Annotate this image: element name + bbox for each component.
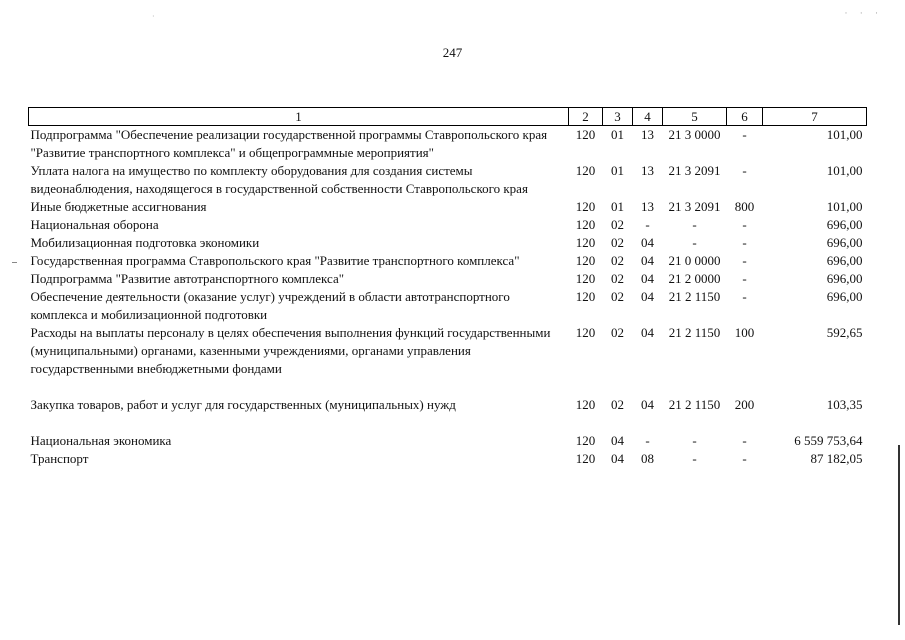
row-code-4: 04	[641, 253, 654, 268]
row-code-2: 120	[575, 217, 596, 232]
row-code-2: 120	[575, 199, 596, 214]
row-name: Закупка товаров, работ и услуг для государственных (муниципальных) нужд	[30, 397, 456, 412]
row-code-6: 800	[734, 199, 755, 214]
row-code-5: 21 2 1150	[668, 289, 721, 304]
row-name: Обеспечение деятельности (оказание услуг) учреждений в области автотранспортного комплекса и мобилизационной подготовки	[30, 289, 510, 322]
row-code-4: 04	[641, 235, 654, 250]
row-amount: 101,00	[826, 163, 863, 178]
row-code-4: -	[645, 433, 650, 448]
table-row	[29, 252, 867, 270]
column-header-5: 5	[663, 108, 727, 126]
column-number-header-row	[29, 108, 867, 126]
row-code-3: 02	[611, 289, 624, 304]
row-amount: 101,00	[826, 199, 863, 214]
row-name: Уплата налога на имущество по комплекту оборудования для создания системы видеонаблюдения, находящегося в государственной собственности Ставропольского края	[30, 163, 528, 196]
row-code-2: 120	[575, 325, 596, 340]
row-name: Национальная экономика	[30, 433, 172, 448]
row-code-3: 02	[611, 217, 624, 232]
row-code-5: 21 3 2091	[668, 199, 721, 214]
row-code-2: 120	[575, 289, 596, 304]
table-row	[29, 324, 867, 396]
row-code-4: 13	[641, 127, 654, 142]
row-code-6: -	[742, 433, 747, 448]
table-row	[29, 396, 867, 432]
row-code-6: -	[742, 235, 747, 250]
table-row	[29, 432, 867, 450]
row-code-6: -	[742, 163, 747, 178]
row-code-3: 02	[611, 325, 624, 340]
scan-speck-left: ·	[152, 12, 155, 21]
row-code-2: 120	[575, 451, 596, 466]
row-amount: 592,65	[826, 325, 863, 340]
table-row	[29, 270, 867, 288]
table-row	[29, 162, 867, 198]
row-code-5: 21 2 1150	[668, 397, 721, 412]
table-row	[29, 234, 867, 252]
row-code-2: 120	[575, 235, 596, 250]
row-name: Транспорт	[30, 451, 89, 466]
table-row	[29, 288, 867, 324]
row-code-6: -	[742, 127, 747, 142]
row-code-2: 120	[575, 271, 596, 286]
column-header-6: 6	[727, 108, 763, 126]
row-name: Государственная программа Ставропольского края "Развитие транспортного комплекса"	[30, 253, 520, 268]
row-amount: 87 182,05	[810, 451, 863, 466]
table-row	[29, 126, 867, 163]
row-code-2: 120	[575, 397, 596, 412]
row-code-3: 01	[611, 163, 624, 178]
row-amount: 696,00	[826, 253, 863, 268]
scan-edge-line	[898, 445, 900, 625]
row-code-5: -	[692, 235, 697, 250]
row-code-6: -	[742, 217, 747, 232]
row-code-3: 01	[611, 127, 624, 142]
row-code-4: 13	[641, 163, 654, 178]
column-header-1: 1	[29, 108, 569, 126]
row-name: Национальная оборона	[30, 217, 159, 232]
row-amount: 696,00	[826, 289, 863, 304]
row-name: Подпрограмма "Обеспечение реализации государственной программы Ставропольского края "Развитие транспортного комплекса" и общепрограммные мероприятия"	[30, 127, 548, 160]
row-code-6: 200	[734, 397, 755, 412]
row-name: Расходы на выплаты персоналу в целях обеспечения выполнения функций государственными (муниципальными) органами, казенными учреждениями, органами управления государственными внебюджетными фондами	[30, 325, 551, 376]
row-amount: 696,00	[826, 271, 863, 286]
row-code-4: 04	[641, 397, 654, 412]
table-row	[29, 216, 867, 234]
row-amount: 103,35	[826, 397, 863, 412]
row-code-4: 08	[641, 451, 654, 466]
row-amount: 696,00	[826, 235, 863, 250]
row-amount: 101,00	[826, 127, 863, 142]
row-code-3: 02	[611, 235, 624, 250]
row-code-6: -	[742, 253, 747, 268]
row-name: Подпрограмма "Развитие автотранспортного комплекса"	[30, 271, 345, 286]
row-code-4: 04	[641, 325, 654, 340]
row-code-5: 21 3 0000	[668, 127, 721, 142]
row-code-5: 21 0 0000	[668, 253, 721, 268]
row-code-4: -	[645, 217, 650, 232]
row-code-2: 120	[575, 253, 596, 268]
row-code-2: 120	[575, 127, 596, 142]
column-header-7: 7	[763, 108, 867, 126]
row-code-3: 01	[611, 199, 624, 214]
row-code-5: -	[692, 433, 697, 448]
row-code-5: 21 2 1150	[668, 325, 721, 340]
column-header-2: 2	[569, 108, 603, 126]
row-code-5: -	[692, 217, 697, 232]
row-code-4: 04	[641, 271, 654, 286]
row-code-4: 13	[641, 199, 654, 214]
scan-speck-marks: · · ·	[844, 8, 883, 18]
row-code-5: 21 2 0000	[668, 271, 721, 286]
row-code-4: 04	[641, 289, 654, 304]
column-header-3: 3	[603, 108, 633, 126]
row-code-6: -	[742, 451, 747, 466]
column-header-4: 4	[633, 108, 663, 126]
row-code-2: 120	[575, 433, 596, 448]
row-amount: 6 559 753,64	[794, 433, 863, 448]
table-row	[29, 450, 867, 468]
page-number: 247	[442, 45, 463, 60]
table-row	[29, 198, 867, 216]
row-code-5: 21 3 2091	[668, 163, 721, 178]
row-amount: 696,00	[826, 217, 863, 232]
row-code-3: 04	[611, 451, 624, 466]
budget-table	[28, 107, 867, 468]
row-code-3: 02	[611, 271, 624, 286]
row-name: Мобилизационная подготовка экономики	[30, 235, 260, 250]
row-code-2: 120	[575, 163, 596, 178]
row-name: Иные бюджетные ассигнования	[30, 199, 207, 214]
row-code-6: -	[742, 271, 747, 286]
row-code-5: -	[692, 451, 697, 466]
row-code-3: 02	[611, 397, 624, 412]
row-code-6: 100	[734, 325, 755, 340]
row-code-3: 04	[611, 433, 624, 448]
row-code-3: 02	[611, 253, 624, 268]
row-code-6: -	[742, 289, 747, 304]
scan-tick-mark	[12, 262, 17, 263]
